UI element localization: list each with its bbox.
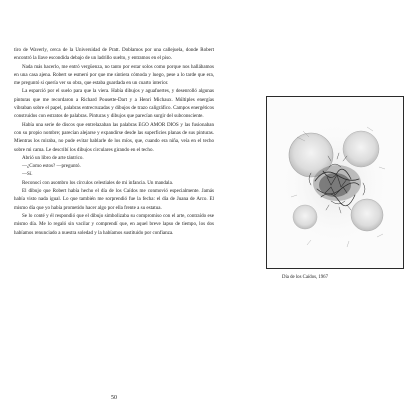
paragraph-10: Se lo conté y él respondió que el dibujo simbolizaba su compromiso con el arte, contraído ese mismo día. Me lo regaló sin vacilar y comprendí que, en aquel breve lapso de tiempo, los dos habíamos renunciado a nuestra soledad y la habíamos sustituido por confianza. <box>14 212 214 236</box>
artwork-drawing <box>267 97 403 268</box>
paragraph-9: El dibujo que Robert había hecho el día de los Caídos me conmovió especialmente. Jamás había visto nada igual. Lo que también me sorprendió fue la fecha: el día de Juana de Arco. El mismo día que yo había prometido hacer algo por ella frente a su estatua. <box>14 188 214 211</box>
paragraph-4: Había una serie de discos que entrelazaban las palabras EGO AMOR DIOS y las fusionaban con su propio nombre; parecían alejarse y expandirse desde las superficies planas de sus pinturas. Mientras los miraba, no pude evitar hablarle de los míos, que, cuando era niña, veía en el techo sobre mi cama. Le describí los dibujos circulares girando en el techo. <box>14 121 214 153</box>
paragraph-5: Abrió un libro de arte tántrico. <box>22 154 84 161</box>
paragraph-7: —Sí. <box>22 171 33 178</box>
paragraph-1: tiro de Waverly, cerca de la Universidad de Pratt. Doblamos por una callejuela, donde Robert encontró la llave escondida debajo de un ladrillo suelto, y entramos en el piso. <box>14 47 214 62</box>
paragraph-2: Nada más hacerlo, me entró vergüenza, no tanto por estar solos como porque nos hallábamos en una casa ajena. Robert se esmeró por que me sintiera cómoda y luego, pese a lo tarde que era, me preguntó si quería ver su obra, que estaba guardada en un cuarto interior. <box>14 63 214 87</box>
disc-bottom-right <box>351 199 383 231</box>
left-page <box>14 46 214 401</box>
disc-top-right <box>343 131 379 167</box>
paragraph-8: Reconocí con asombro los círculos celestiales de mi infancia. Un mandala. <box>22 179 174 186</box>
artwork-plate <box>266 96 404 269</box>
disc-bottom-left <box>293 205 317 229</box>
right-page <box>222 0 416 416</box>
paragraph-6: —¿Como estos? —preguntó. <box>22 163 81 170</box>
artwork-caption: Día de los Caídos, 1967 <box>282 275 328 280</box>
paragraph-3: La esparció por el suelo para que la viera. Había dibujos y aguafuertes, y desenrolló algunas pinturas que me recordaron a Richard Pousette-Dart y a Henri Michaux. Múltiples energías vibraban sobre el papel, palabras entrecruzadas y dibujos de trazo caligráfico. Campos energéticos construidos con estratos de palabras. Pinturas y dibujos que parecían surgir del subconsciente. <box>14 88 214 120</box>
page-number: 50 <box>111 395 117 401</box>
